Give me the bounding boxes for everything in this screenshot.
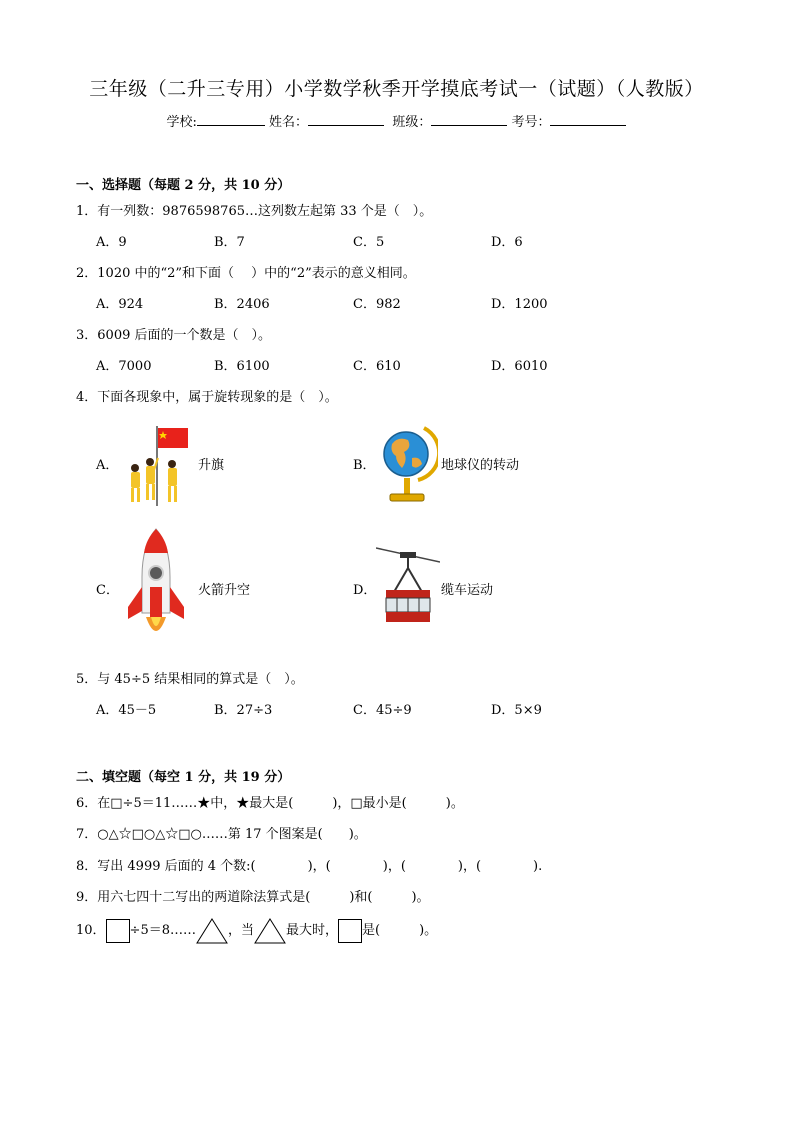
q10-number: 10． (76, 923, 106, 938)
q4-option-c-letter[interactable]: C． (96, 583, 119, 598)
q4-option-c-label: 火箭升空 (198, 583, 251, 598)
section2-heading: 二、填空题（每空 1 分，共 19 分） (76, 770, 291, 785)
student-info-line (0, 111, 793, 130)
question-7: 7．○△☆□○△☆□○……第 17 个图案是( )。 (76, 827, 367, 842)
q3-option-d[interactable]: D．6010 (491, 359, 548, 374)
q4-option-b-letter[interactable]: B． (353, 458, 376, 473)
q2-option-b[interactable]: B．2406 (214, 297, 270, 312)
q2-option-c[interactable]: C．982 (353, 297, 401, 312)
q5-option-d[interactable]: D．5×9 (491, 703, 542, 718)
q5-option-c[interactable]: C．45÷9 (353, 703, 412, 718)
q4-option-d-label: 缆车运动 (441, 583, 494, 598)
question-5: 5．与 45÷5 结果相同的算式是（ ）。 (76, 672, 304, 687)
question-2: 2．1020 中的“2”和下面（ ）中的“2”表示的意义相同。 (76, 266, 416, 281)
q2-option-a[interactable]: A．924 (96, 297, 144, 312)
question-4: 4．下面各现象中，属于旋转现象的是（ ）。 (76, 390, 338, 405)
q3-option-c[interactable]: C．610 (353, 359, 401, 374)
number-label: 考号： (511, 115, 551, 130)
school-label: 学校: (166, 115, 197, 130)
q5-option-a[interactable]: A．45－5 (96, 703, 157, 718)
rocket-image (124, 527, 188, 647)
q5-option-b[interactable]: B．27÷3 (214, 703, 273, 718)
number-blank[interactable] (550, 112, 626, 126)
square-box (106, 919, 130, 943)
q10-part4: 是( )。 (362, 923, 438, 938)
section1-heading: 一、选择题（每题 2 分，共 10 分） (76, 178, 291, 193)
q4-option-a-letter[interactable]: A． (96, 458, 119, 473)
square-box (338, 919, 362, 943)
q3-option-b[interactable]: B．6100 (214, 359, 270, 374)
question-10 (76, 916, 437, 946)
question-1: 1．有一列数：9876598765…这列数左起第 33 个是（ ）。 (76, 204, 433, 219)
q1-option-a[interactable]: A．9 (96, 235, 127, 250)
name-label: 姓名： (269, 115, 309, 130)
question-8: 8．写出 4999 后面的 4 个数:( )，( )，( )，( ). (76, 859, 543, 874)
question-3: 3．6009 后面的一个数是（ ）。 (76, 328, 271, 343)
question-9: 9．用六七四十二写出的两道除法算式是( )和( )。 (76, 890, 430, 905)
triangle-shape (254, 918, 286, 944)
class-label: 班级： (392, 115, 432, 130)
q4-option-a-label: 升旗 (198, 458, 225, 473)
q10-part1: ÷5＝8…… (129, 923, 196, 938)
q3-option-a[interactable]: A．7000 (96, 359, 152, 374)
globe-image (378, 418, 438, 506)
class-blank[interactable] (431, 112, 507, 126)
q10-part3: 最大时， (286, 923, 339, 938)
q1-option-b[interactable]: B．7 (214, 235, 245, 250)
question-6: 6．在□÷5＝11……★中，★最大是( )，□最小是( )。 (76, 796, 464, 811)
q10-part2: ，当 (227, 923, 254, 938)
flag-raising-image (124, 422, 192, 508)
cable-car-image (376, 546, 440, 628)
q4-option-d-letter[interactable]: D． (353, 583, 377, 598)
triangle-shape (196, 918, 228, 944)
q2-option-d[interactable]: D．1200 (491, 297, 548, 312)
q1-option-d[interactable]: D．6 (491, 235, 523, 250)
q4-option-b-label: 地球仪的转动 (441, 458, 520, 473)
name-blank[interactable] (308, 112, 384, 126)
school-blank[interactable] (197, 112, 265, 126)
q1-option-c[interactable]: C．5 (353, 235, 385, 250)
page-title: 三年级（二升三专用）小学数学秋季开学摸底考试一（试题）（人教版） (89, 78, 704, 100)
